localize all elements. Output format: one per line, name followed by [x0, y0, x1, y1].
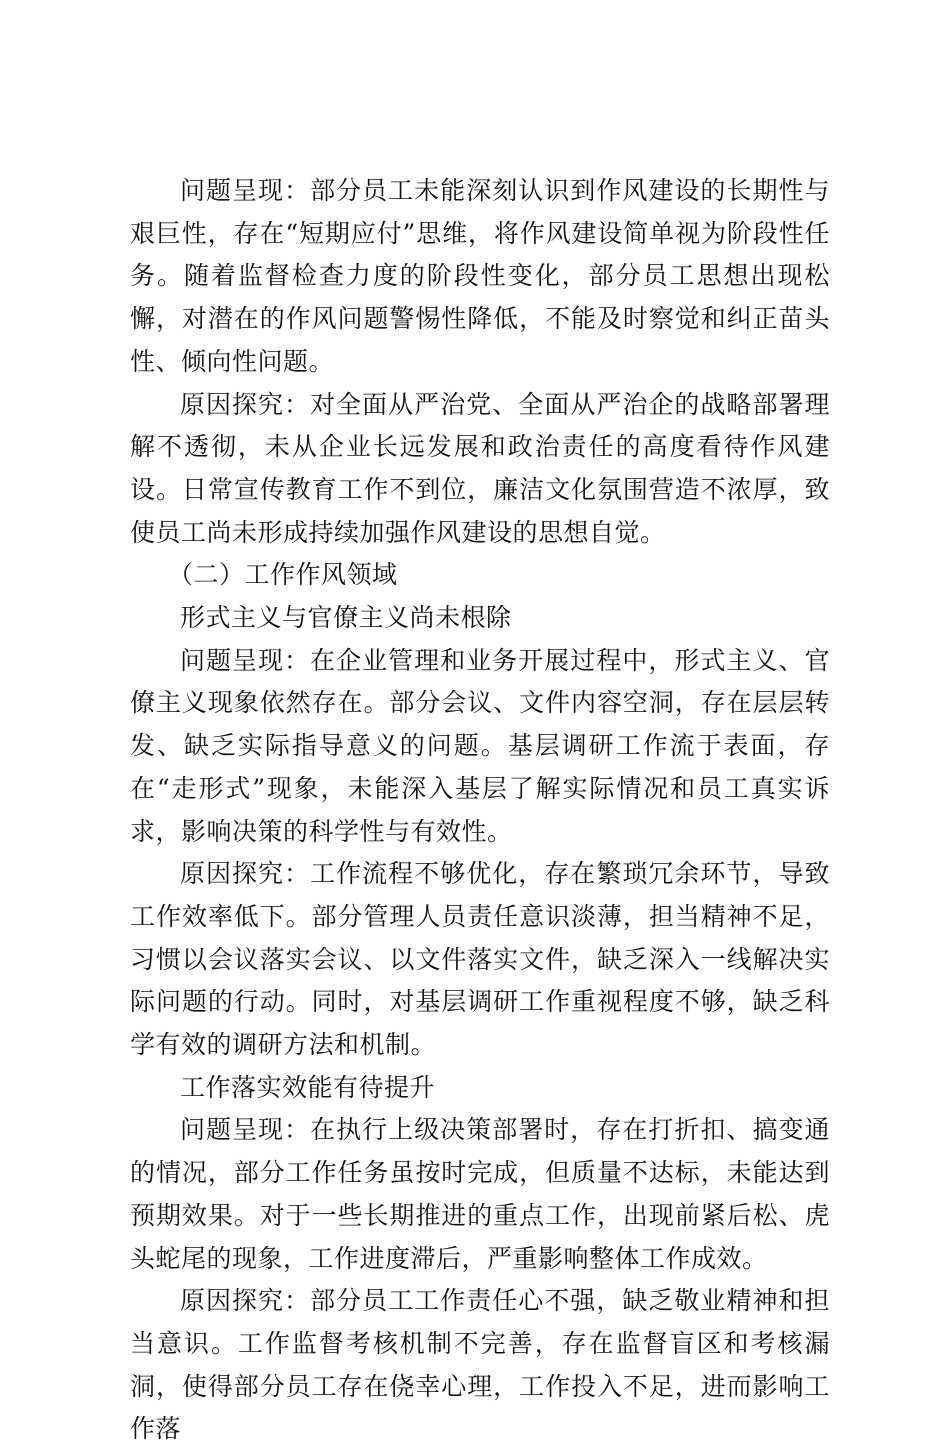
paragraph-problem-1: 问题呈现：部分员工未能深刻认识到作风建设的长期性与艰巨性，存在“短期应付”思维，将作风建设简单视为阶段性任务。随着监督检查力度的阶段性变化，部分员工思想出现松懈，对潜在的作风问题警惕性降低，不能及时察觉和纠正苗头性、倾向性问题。 [130, 176, 830, 376]
subheading-formalism: 形式主义与官僚主义尚未根除 [180, 603, 512, 633]
paragraph-cause-3: 原因探究：部分员工工作责任心不强，缺乏敬业精神和担当意识。工作监督考核机制不完善，存在监督盲区和考核漏洞，使得部分员工存在侥幸心理，工作投入不足，进而影响工作落 [130, 1286, 830, 1444]
document-body [130, 170, 830, 1451]
subheading-implementation: 工作落实效能有待提升 [180, 1072, 436, 1102]
paragraph-cause-2: 原因探究：工作流程不够优化，存在繁琐冗余环节，导致工作效率低下。部分管理人员责任意识淡薄，担当精神不足，习惯以会议落实会议、以文件落实文件，缺乏深入一线解决实际问题的行动。同时，对基层调研工作重视程度不够，缺乏科学有效的调研方法和机制。 [130, 859, 830, 1060]
paragraph-problem-2: 问题呈现：在企业管理和业务开展过程中，形式主义、官僚主义现象依然存在。部分会议、文件内容空洞，存在层层转发、缺乏实际指导意义的问题。基层调研工作流于表面，存在“走形式”现象，未能深入基层了解实际情况和员工真实诉求，影响决策的科学性与有效性。 [130, 645, 830, 846]
paragraph-problem-3: 问题呈现：在执行上级决策部署时，存在打折扣、搞变通的情况，部分工作任务虽按时完成，但质量不达标，未能达到预期效果。对于一些长期推进的重点工作，出现前紧后松、虎头蛇尾的现象，工作进度滞后，严重影响整体工作成效。 [130, 1115, 830, 1273]
section-heading-work-style: （二）工作作风领域 [168, 560, 398, 590]
paragraph-cause-1: 原因探究：对全面从严治党、全面从严治企的战略部署理解不透彻，未从企业长远发展和政治责任的高度看待作风建设。日常宣传教育工作不到位，廉洁文化氛围营造不浓厚，致使员工尚未形成持续加强作风建设的思想自觉。 [130, 389, 830, 547]
